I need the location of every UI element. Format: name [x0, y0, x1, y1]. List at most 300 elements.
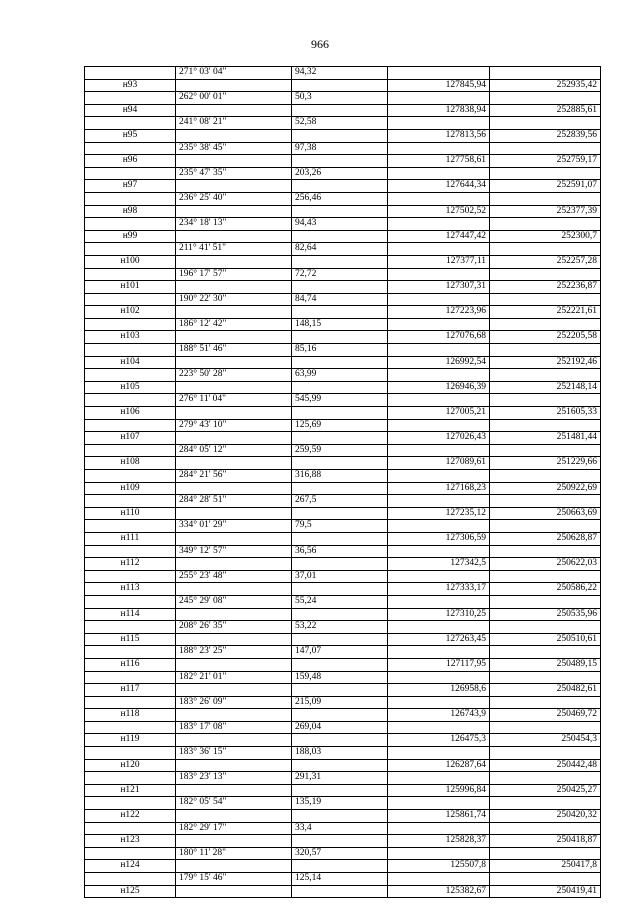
- distance-cell: [292, 633, 388, 646]
- x-coordinate-cell: 125507,8: [388, 860, 490, 873]
- distance-cell: 94,32: [292, 67, 388, 80]
- angle-cell: [176, 860, 292, 873]
- y-coordinate-cell: [490, 470, 601, 483]
- distance-cell: [292, 835, 388, 848]
- point-cell: [85, 318, 176, 331]
- table-row: [85, 281, 601, 294]
- distance-cell: [292, 432, 388, 445]
- table-row: [85, 545, 601, 558]
- angle-cell: 190° 22' 30": [176, 293, 292, 306]
- distance-cell: 72,72: [292, 268, 388, 281]
- angle-cell: [176, 180, 292, 193]
- angle-cell: 188° 23' 25": [176, 646, 292, 659]
- distance-cell: [292, 129, 388, 142]
- point-cell: [85, 67, 176, 80]
- point-cell: н106: [85, 407, 176, 420]
- x-coordinate-cell: [388, 671, 490, 684]
- point-cell: [85, 218, 176, 231]
- x-coordinate-cell: [388, 293, 490, 306]
- distance-cell: 63,99: [292, 369, 388, 382]
- angle-cell: [176, 356, 292, 369]
- distance-cell: [292, 532, 388, 545]
- angle-cell: 236° 25' 40": [176, 192, 292, 205]
- point-cell: [85, 721, 176, 734]
- distance-cell: 159,48: [292, 671, 388, 684]
- point-cell: [85, 369, 176, 382]
- table-row: [85, 495, 601, 508]
- distance-cell: 94,43: [292, 218, 388, 231]
- angle-cell: 179° 15' 46": [176, 873, 292, 886]
- point-cell: [85, 545, 176, 558]
- distance-cell: [292, 507, 388, 520]
- point-cell: [85, 646, 176, 659]
- angle-cell: 271° 03' 04": [176, 67, 292, 80]
- x-coordinate-cell: [388, 621, 490, 634]
- y-coordinate-cell: [490, 419, 601, 432]
- point-cell: н114: [85, 608, 176, 621]
- table-row: [85, 583, 601, 596]
- x-coordinate-cell: [388, 218, 490, 231]
- y-coordinate-cell: 252205,58: [490, 331, 601, 344]
- y-coordinate-cell: 250586,22: [490, 583, 601, 596]
- distance-cell: 148,15: [292, 318, 388, 331]
- x-coordinate-cell: 127306,59: [388, 532, 490, 545]
- x-coordinate-cell: [388, 747, 490, 760]
- x-coordinate-cell: [388, 797, 490, 810]
- distance-cell: 215,09: [292, 696, 388, 709]
- table-row: [85, 318, 601, 331]
- point-cell: [85, 772, 176, 785]
- distance-cell: [292, 457, 388, 470]
- distance-cell: 50,3: [292, 92, 388, 105]
- distance-cell: [292, 356, 388, 369]
- x-coordinate-cell: 126992,54: [388, 356, 490, 369]
- point-cell: н109: [85, 482, 176, 495]
- y-coordinate-cell: [490, 192, 601, 205]
- distance-cell: 53,22: [292, 621, 388, 634]
- distance-cell: 79,5: [292, 520, 388, 533]
- y-coordinate-cell: 251481,44: [490, 432, 601, 445]
- x-coordinate-cell: [388, 117, 490, 130]
- point-cell: н101: [85, 281, 176, 294]
- point-cell: [85, 470, 176, 483]
- y-coordinate-cell: [490, 545, 601, 558]
- y-coordinate-cell: [490, 797, 601, 810]
- table-row: [85, 507, 601, 520]
- distance-cell: 316,88: [292, 470, 388, 483]
- point-cell: н120: [85, 759, 176, 772]
- angle-cell: [176, 885, 292, 898]
- table-row: [85, 671, 601, 684]
- angle-cell: 349° 12' 57": [176, 545, 292, 558]
- angle-cell: [176, 331, 292, 344]
- x-coordinate-cell: 127813,56: [388, 129, 490, 142]
- point-cell: [85, 444, 176, 457]
- point-cell: н107: [85, 432, 176, 445]
- distance-cell: [292, 482, 388, 495]
- x-coordinate-cell: [388, 646, 490, 659]
- point-cell: [85, 822, 176, 835]
- y-coordinate-cell: [490, 520, 601, 533]
- point-cell: н113: [85, 583, 176, 596]
- coordinates-table-body: [85, 67, 601, 898]
- x-coordinate-cell: 127263,45: [388, 633, 490, 646]
- table-row: [85, 444, 601, 457]
- angle-cell: 182° 05' 54": [176, 797, 292, 810]
- angle-cell: 208° 26' 35": [176, 621, 292, 634]
- table-row: [85, 847, 601, 860]
- y-coordinate-cell: 250535,96: [490, 608, 601, 621]
- table-row: [85, 129, 601, 142]
- distance-cell: [292, 306, 388, 319]
- distance-cell: 37,01: [292, 570, 388, 583]
- point-cell: н121: [85, 784, 176, 797]
- table-row: [85, 142, 601, 155]
- table-row: [85, 155, 601, 168]
- point-cell: н99: [85, 230, 176, 243]
- x-coordinate-cell: 127076,68: [388, 331, 490, 344]
- angle-cell: [176, 507, 292, 520]
- x-coordinate-cell: 127838,94: [388, 104, 490, 117]
- point-cell: н102: [85, 306, 176, 319]
- y-coordinate-cell: 252192,46: [490, 356, 601, 369]
- x-coordinate-cell: 126958,6: [388, 684, 490, 697]
- table-row: [85, 784, 601, 797]
- y-coordinate-cell: [490, 243, 601, 256]
- x-coordinate-cell: [388, 520, 490, 533]
- distance-cell: [292, 331, 388, 344]
- table-row: [85, 268, 601, 281]
- x-coordinate-cell: 127845,94: [388, 79, 490, 92]
- y-coordinate-cell: [490, 646, 601, 659]
- table-row: [85, 810, 601, 823]
- point-cell: н95: [85, 129, 176, 142]
- point-cell: н123: [85, 835, 176, 848]
- point-cell: н118: [85, 709, 176, 722]
- angle-cell: [176, 558, 292, 571]
- x-coordinate-cell: [388, 394, 490, 407]
- x-coordinate-cell: [388, 192, 490, 205]
- angle-cell: 186° 12' 42": [176, 318, 292, 331]
- table-row: [85, 797, 601, 810]
- y-coordinate-cell: [490, 822, 601, 835]
- table-row: [85, 92, 601, 105]
- x-coordinate-cell: 125828,37: [388, 835, 490, 848]
- table-row: [85, 394, 601, 407]
- table-row: [85, 621, 601, 634]
- distance-cell: [292, 281, 388, 294]
- angle-cell: [176, 835, 292, 848]
- point-cell: [85, 293, 176, 306]
- y-coordinate-cell: [490, 696, 601, 709]
- angle-cell: [176, 79, 292, 92]
- x-coordinate-cell: 127310,25: [388, 608, 490, 621]
- y-coordinate-cell: [490, 92, 601, 105]
- y-coordinate-cell: 251229,66: [490, 457, 601, 470]
- y-coordinate-cell: [490, 671, 601, 684]
- distance-cell: [292, 180, 388, 193]
- x-coordinate-cell: [388, 847, 490, 860]
- point-cell: н97: [85, 180, 176, 193]
- distance-cell: 320,57: [292, 847, 388, 860]
- table-row: [85, 646, 601, 659]
- x-coordinate-cell: [388, 268, 490, 281]
- y-coordinate-cell: [490, 873, 601, 886]
- point-cell: [85, 696, 176, 709]
- distance-cell: 269,04: [292, 721, 388, 734]
- angle-cell: 223° 50' 28": [176, 369, 292, 382]
- x-coordinate-cell: 127307,31: [388, 281, 490, 294]
- y-coordinate-cell: [490, 721, 601, 734]
- table-row: [85, 734, 601, 747]
- angle-cell: 196° 17' 57": [176, 268, 292, 281]
- point-cell: [85, 243, 176, 256]
- angle-cell: [176, 281, 292, 294]
- point-cell: [85, 268, 176, 281]
- x-coordinate-cell: 127644,34: [388, 180, 490, 193]
- y-coordinate-cell: [490, 847, 601, 860]
- page-number: 966: [311, 37, 329, 51]
- x-coordinate-cell: [388, 344, 490, 357]
- x-coordinate-cell: [388, 545, 490, 558]
- x-coordinate-cell: [388, 570, 490, 583]
- table-row: [85, 520, 601, 533]
- distance-cell: [292, 230, 388, 243]
- x-coordinate-cell: [388, 67, 490, 80]
- angle-cell: 234° 18' 13": [176, 218, 292, 231]
- x-coordinate-cell: 127005,21: [388, 407, 490, 420]
- point-cell: н111: [85, 532, 176, 545]
- x-coordinate-cell: 127758,61: [388, 155, 490, 168]
- distance-cell: [292, 155, 388, 168]
- angle-cell: 180° 11' 28": [176, 847, 292, 860]
- y-coordinate-cell: 250489,15: [490, 658, 601, 671]
- y-coordinate-cell: [490, 67, 601, 80]
- x-coordinate-cell: [388, 318, 490, 331]
- angle-cell: 183° 23' 13": [176, 772, 292, 785]
- angle-cell: 211° 41' 51": [176, 243, 292, 256]
- angle-cell: 241° 08' 21": [176, 117, 292, 130]
- y-coordinate-cell: 252257,28: [490, 255, 601, 268]
- table-row: [85, 595, 601, 608]
- distance-cell: 135,19: [292, 797, 388, 810]
- point-cell: н93: [85, 79, 176, 92]
- y-coordinate-cell: 252300,7: [490, 230, 601, 243]
- table-row: [85, 696, 601, 709]
- x-coordinate-cell: [388, 167, 490, 180]
- table-row: [85, 470, 601, 483]
- point-cell: [85, 520, 176, 533]
- x-coordinate-cell: [388, 470, 490, 483]
- y-coordinate-cell: 252221,61: [490, 306, 601, 319]
- y-coordinate-cell: 250622,03: [490, 558, 601, 571]
- point-cell: [85, 671, 176, 684]
- x-coordinate-cell: 127168,23: [388, 482, 490, 495]
- angle-cell: [176, 633, 292, 646]
- distance-cell: 259,59: [292, 444, 388, 457]
- point-cell: [85, 192, 176, 205]
- angle-cell: [176, 457, 292, 470]
- angle-cell: [176, 608, 292, 621]
- distance-cell: [292, 558, 388, 571]
- table-row: [85, 218, 601, 231]
- distance-cell: [292, 810, 388, 823]
- x-coordinate-cell: 126946,39: [388, 381, 490, 394]
- angle-cell: [176, 482, 292, 495]
- angle-cell: [176, 230, 292, 243]
- point-cell: н105: [85, 381, 176, 394]
- distance-cell: 36,56: [292, 545, 388, 558]
- distance-cell: [292, 784, 388, 797]
- y-coordinate-cell: 250663,69: [490, 507, 601, 520]
- point-cell: [85, 595, 176, 608]
- distance-cell: 188,03: [292, 747, 388, 760]
- table-row: [85, 558, 601, 571]
- x-coordinate-cell: [388, 822, 490, 835]
- x-coordinate-cell: [388, 772, 490, 785]
- table-row: [85, 293, 601, 306]
- distance-cell: [292, 734, 388, 747]
- table-row: [85, 432, 601, 445]
- angle-cell: [176, 759, 292, 772]
- x-coordinate-cell: 127342,5: [388, 558, 490, 571]
- y-coordinate-cell: 252377,39: [490, 205, 601, 218]
- point-cell: н108: [85, 457, 176, 470]
- point-cell: [85, 495, 176, 508]
- angle-cell: 235° 38' 45": [176, 142, 292, 155]
- table-row: [85, 192, 601, 205]
- distance-cell: [292, 381, 388, 394]
- point-cell: н94: [85, 104, 176, 117]
- angle-cell: [176, 255, 292, 268]
- table-row: [85, 344, 601, 357]
- table-row: [85, 180, 601, 193]
- angle-cell: [176, 658, 292, 671]
- point-cell: [85, 570, 176, 583]
- y-coordinate-cell: 252885,61: [490, 104, 601, 117]
- point-cell: н116: [85, 658, 176, 671]
- table-row: [85, 407, 601, 420]
- y-coordinate-cell: 250442,48: [490, 759, 601, 772]
- y-coordinate-cell: 250454,3: [490, 734, 601, 747]
- point-cell: [85, 167, 176, 180]
- x-coordinate-cell: [388, 495, 490, 508]
- distance-cell: 256,46: [292, 192, 388, 205]
- y-coordinate-cell: [490, 142, 601, 155]
- distance-cell: [292, 658, 388, 671]
- table-row: [85, 860, 601, 873]
- x-coordinate-cell: 125996,84: [388, 784, 490, 797]
- y-coordinate-cell: [490, 621, 601, 634]
- point-cell: н110: [85, 507, 176, 520]
- y-coordinate-cell: 250469,72: [490, 709, 601, 722]
- x-coordinate-cell: 127377,11: [388, 255, 490, 268]
- table-row: [85, 419, 601, 432]
- y-coordinate-cell: 250418,87: [490, 835, 601, 848]
- distance-cell: [292, 684, 388, 697]
- angle-cell: [176, 205, 292, 218]
- y-coordinate-cell: [490, 570, 601, 583]
- point-cell: [85, 142, 176, 155]
- distance-cell: 97,38: [292, 142, 388, 155]
- y-coordinate-cell: 252839,56: [490, 129, 601, 142]
- y-coordinate-cell: 250482,61: [490, 684, 601, 697]
- y-coordinate-cell: [490, 772, 601, 785]
- angle-cell: 262° 00' 01": [176, 92, 292, 105]
- distance-cell: 125,14: [292, 873, 388, 886]
- y-coordinate-cell: [490, 268, 601, 281]
- y-coordinate-cell: [490, 344, 601, 357]
- point-cell: [85, 344, 176, 357]
- angle-cell: [176, 684, 292, 697]
- angle-cell: [176, 155, 292, 168]
- angle-cell: 183° 36' 15": [176, 747, 292, 760]
- y-coordinate-cell: 252759,17: [490, 155, 601, 168]
- table-row: [85, 873, 601, 886]
- x-coordinate-cell: [388, 142, 490, 155]
- angle-cell: 276° 11' 04": [176, 394, 292, 407]
- table-row: [85, 255, 601, 268]
- point-cell: н98: [85, 205, 176, 218]
- angle-cell: [176, 734, 292, 747]
- point-cell: [85, 394, 176, 407]
- table-row: [85, 633, 601, 646]
- y-coordinate-cell: 252236,87: [490, 281, 601, 294]
- y-coordinate-cell: 251605,33: [490, 407, 601, 420]
- table-row: [85, 759, 601, 772]
- y-coordinate-cell: [490, 369, 601, 382]
- point-cell: н122: [85, 810, 176, 823]
- y-coordinate-cell: 252591,07: [490, 180, 601, 193]
- y-coordinate-cell: [490, 595, 601, 608]
- point-cell: н119: [85, 734, 176, 747]
- x-coordinate-cell: 127447,42: [388, 230, 490, 243]
- point-cell: н125: [85, 885, 176, 898]
- point-cell: [85, 117, 176, 130]
- x-coordinate-cell: [388, 444, 490, 457]
- distance-cell: [292, 860, 388, 873]
- y-coordinate-cell: [490, 293, 601, 306]
- distance-cell: [292, 709, 388, 722]
- point-cell: н117: [85, 684, 176, 697]
- distance-cell: 147,07: [292, 646, 388, 659]
- x-coordinate-cell: 127502,52: [388, 205, 490, 218]
- x-coordinate-cell: [388, 873, 490, 886]
- angle-cell: 182° 29' 17": [176, 822, 292, 835]
- point-cell: [85, 419, 176, 432]
- table-row: [85, 331, 601, 344]
- angle-cell: 188° 51' 46": [176, 344, 292, 357]
- y-coordinate-cell: [490, 167, 601, 180]
- point-cell: н115: [85, 633, 176, 646]
- table-row: [85, 822, 601, 835]
- distance-cell: [292, 759, 388, 772]
- x-coordinate-cell: [388, 92, 490, 105]
- distance-cell: [292, 885, 388, 898]
- point-cell: н124: [85, 860, 176, 873]
- table-row: [85, 885, 601, 898]
- table-row: [85, 243, 601, 256]
- table-row: [85, 369, 601, 382]
- table-row: [85, 570, 601, 583]
- angle-cell: 279° 43' 10": [176, 419, 292, 432]
- x-coordinate-cell: 127117,95: [388, 658, 490, 671]
- table-row: [85, 381, 601, 394]
- table-row: [85, 684, 601, 697]
- table-row: [85, 356, 601, 369]
- angle-cell: [176, 104, 292, 117]
- distance-cell: [292, 104, 388, 117]
